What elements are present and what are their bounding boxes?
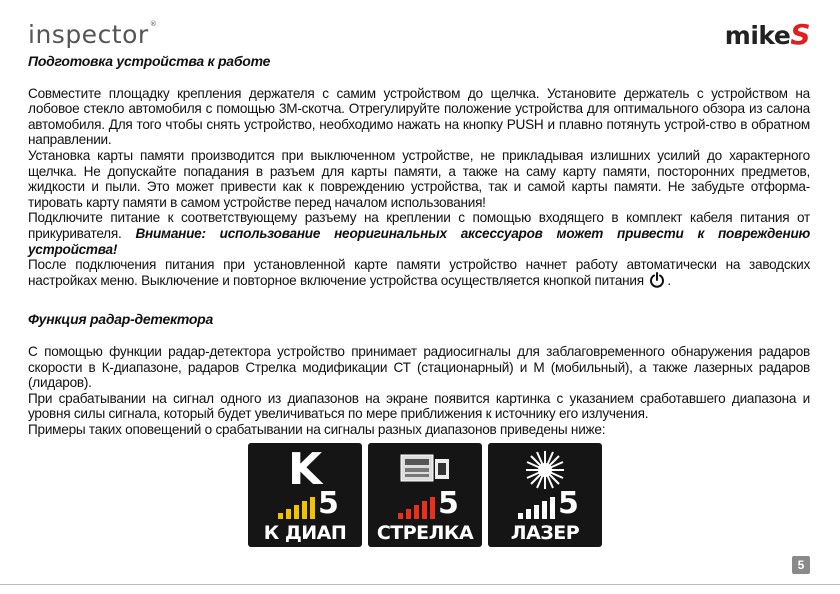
page-divider xyxy=(0,584,840,585)
alert-badge-strelka xyxy=(368,443,482,547)
signal-bars-icon xyxy=(278,497,316,519)
paragraph: Подключите питание к соответствующему разъему на креплении с помощью входящего в комплект кабеля питания от прикуривателя. Внимание: использование неоригинальных аксессуаров может привести к повреждению устройства! xyxy=(28,210,810,257)
paragraph: Примеры таких оповещений о срабатывании на сигналы разных диапазонов приведены ниже: xyxy=(28,421,606,437)
signal-level: 5 xyxy=(318,486,339,521)
inspector-logo: inspector® xyxy=(28,20,158,49)
strelka-camera-icon xyxy=(397,449,453,489)
alert-examples xyxy=(248,443,602,547)
band-label: ЛАЗЕР xyxy=(510,522,580,544)
warning-text: Внимание: использование неоригинальных аксессуаров может привести к повреждению устройства! xyxy=(28,225,810,257)
section-title-preparation: Подготовка устройства к работе xyxy=(28,53,271,69)
band-label: К ДИАП xyxy=(263,522,347,544)
signal-bars-icon xyxy=(398,497,436,519)
band-label: СТРЕЛКА xyxy=(376,522,474,544)
signal-level: 5 xyxy=(438,486,459,521)
signal-level: 5 xyxy=(558,486,579,521)
mikes-logo: mikeS xyxy=(724,18,810,51)
page-number: 5 xyxy=(792,556,810,574)
k-band-letter: K xyxy=(287,444,323,495)
signal-bars-icon xyxy=(518,497,556,519)
section-title-radar: Функция радар-детектора xyxy=(28,311,213,328)
laser-burst-icon xyxy=(523,449,567,491)
alert-badge-k-band xyxy=(248,443,362,547)
manual-content xyxy=(28,54,810,437)
paragraph: С помощью функции радар-детектора устройство принимает радиосигналы для заблаговременного обнаружения радаров скорости в К-диапазоне, радаров Стрелка модификации СТ (стационарный) и М (мобильный), а также лазерных радаров (лидаров). xyxy=(28,343,810,391)
alert-badge-laser xyxy=(488,443,602,547)
paragraph: После подключения питания при установленной карте памяти устройство начнет работу автоматически на заводских настройках меню. Выключение и повторное включение устройства осуществляется кнопкой питания . xyxy=(28,257,810,288)
paragraph: Совместите площадку крепления держателя с самим устройством до щелчка. Установите держатель с устройством на лобовое стекло автомобиля с помощью 3М-скотча. Отрегулируйте положение устройства для оптимального обзора из салона автомобиля. Для того чтобы снять устройство, необходимо нажать на кнопку PUSH и плавно потянуть устрой-ство в обратном направлении. xyxy=(28,85,810,148)
paragraph: При срабатывании на сигнал одного из диапазонов на экране появится картинка с указанием сработавшего диапазона и уровня силы сигнала, который будет увеличиваться по мере приближения к источнику его излучения. xyxy=(28,390,810,422)
power-icon xyxy=(649,272,665,288)
paragraph: Установка карты памяти производится при выключенном устройстве, не прикладывая излишних усилий до характерного щелчка. Не допускайте попадания в разъем для карты памяти, а также на саму карту памяти, посторонних предметов, жидкости и пыли. Это может привести как к повреждению устройства, так и самой карты памяти. Не забудьте отформа-тировать карту памяти в самом устройстве перед началом использования! xyxy=(28,147,810,210)
